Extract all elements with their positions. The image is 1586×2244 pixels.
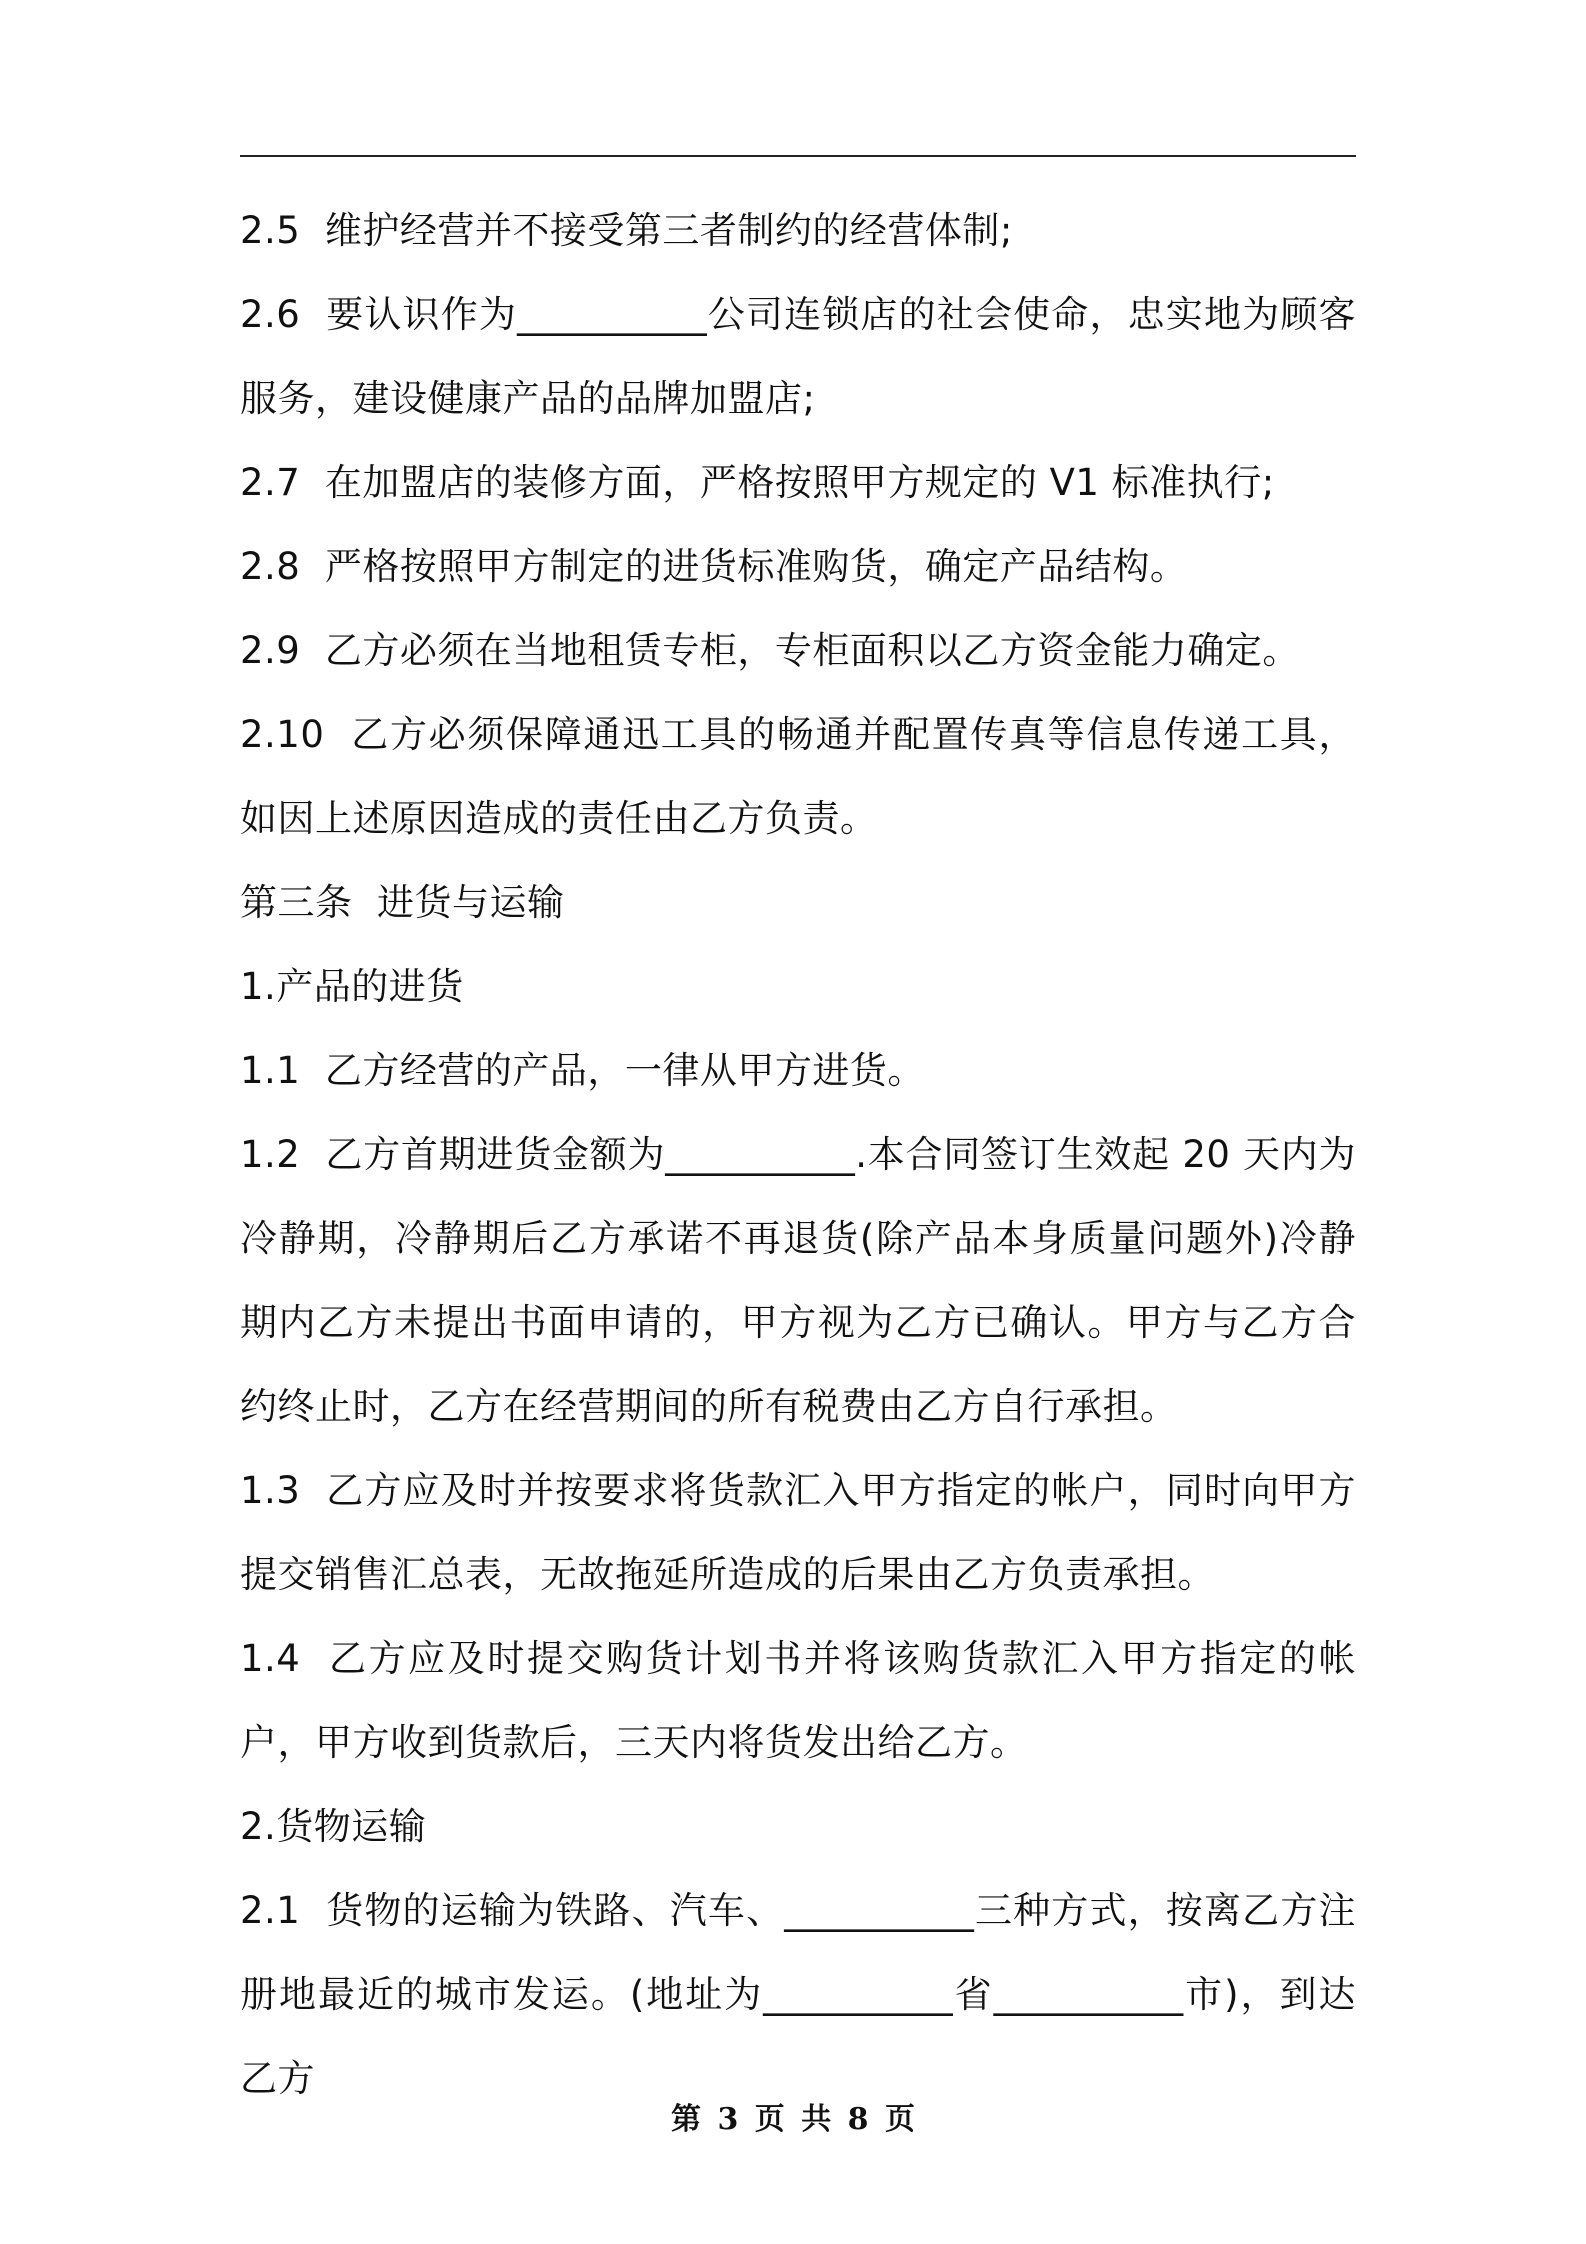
section-1-heading: 1.产品的进货 (240, 965, 464, 1008)
section-2-heading: 2.货物运输 (240, 1805, 427, 1848)
document-body (240, 189, 1356, 2121)
clause-2-7: 2.7 在加盟店的装修方面，严格按照甲方规定的 V1 标准执行; (240, 461, 1275, 504)
clause-1-2: 1.2 乙方首期进货金额为__________.本合同签订生效起 20 天内为冷静期，冷静期后乙方承诺不再退货(除产品本身质量问题外)冷静期内乙方未提出书面申请的，甲方视为乙方已确认。甲方与乙方合约终止时，乙方在经营期间的所有税费由乙方自行承担。 (240, 1133, 1356, 1428)
clause-2-8: 2.8 严格按照甲方制定的进货标准购货，确定产品结构。 (240, 545, 1188, 588)
clause-1-3: 1.3 乙方应及时并按要求将货款汇入甲方指定的帐户，同时向甲方提交销售汇总表，无故拖延所造成的后果由乙方负责承担。 (240, 1469, 1356, 1596)
clause-2-5: 2.5 维护经营并不接受第三者制约的经营体制; (240, 209, 1013, 252)
clause-1-1: 1.1 乙方经营的产品，一律从甲方进货。 (240, 1049, 925, 1092)
clause-2-1-transport: 2.1 货物的运输为铁路、汽车、__________三种方式，按离乙方注册地最近的城市发运。(地址为__________省__________市)，到达乙方 (240, 1889, 1356, 2100)
clause-1-4: 1.4 乙方应及时提交购货计划书并将该购货款汇入甲方指定的帐户，甲方收到货款后，三天内将货发出给乙方。 (240, 1637, 1356, 1764)
clause-2-9: 2.9 乙方必须在当地租赁专柜，专柜面积以乙方资金能力确定。 (240, 629, 1300, 672)
header-divider (240, 155, 1356, 157)
clause-2-10: 2.10 乙方必须保障通迅工具的畅通并配置传真等信息传递工具，如因上述原因造成的责任由乙方负责。 (240, 713, 1356, 840)
clause-2-6: 2.6 要认识作为__________公司连锁店的社会使命，忠实地为顾客服务，建设健康产品的品牌加盟店; (240, 293, 1356, 420)
page-number: 第 3 页 共 8 页 (671, 2102, 915, 2137)
article-3-heading: 第三条 进货与运输 (240, 881, 565, 924)
